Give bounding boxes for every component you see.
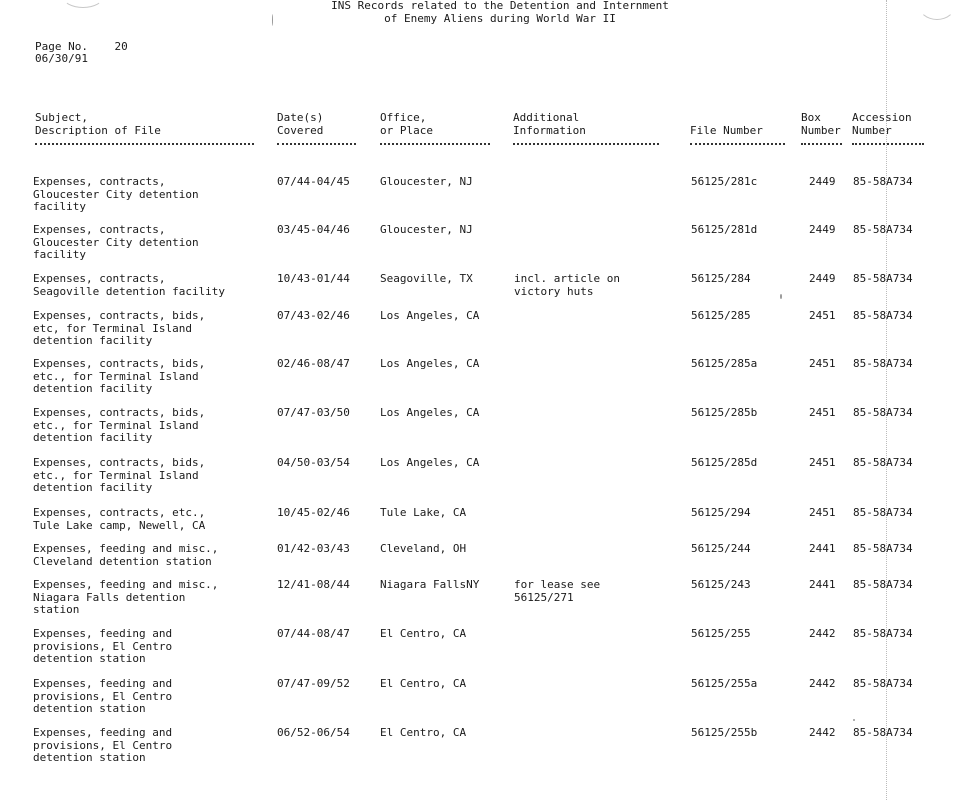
- cell-dates: 10/43-01/44: [277, 272, 350, 285]
- header-underline-office: [380, 143, 490, 145]
- cell-box: 2451: [809, 456, 836, 469]
- cell-office: Los Angeles, CA: [380, 309, 480, 322]
- cell-dates: 07/47-09/52: [277, 677, 350, 690]
- cell-file: 56125/281c: [691, 175, 758, 188]
- cell-dates: 07/47-03/50: [277, 406, 350, 419]
- cell-dates: 02/46-08/47: [277, 357, 350, 370]
- cell-subject: Expenses, feeding and misc., Niagara Falls detention station: [33, 578, 219, 616]
- header-underline-dates: [277, 143, 356, 145]
- cell-file: 56125/285d: [691, 456, 758, 469]
- cell-accession: 85-58A734: [853, 506, 913, 519]
- cell-office: El Centro, CA: [380, 677, 467, 690]
- cell-box: 2451: [809, 506, 836, 519]
- cell-box: 2442: [809, 726, 836, 739]
- cell-file: 56125/285a: [691, 357, 758, 370]
- cell-file: 56125/255b: [691, 726, 758, 739]
- cell-box: 2449: [809, 223, 836, 236]
- cell-dates: 07/44-04/45: [277, 175, 350, 188]
- cell-office: Gloucester, NJ: [380, 175, 473, 188]
- cell-dates: 04/50-03/54: [277, 456, 350, 469]
- cell-office: Los Angeles, CA: [380, 357, 480, 370]
- cell-office: Tule Lake, CA: [380, 506, 467, 519]
- header-underline-box: [801, 143, 842, 145]
- cell-accession: 85-58A734: [853, 272, 913, 285]
- title-line-1: INS Records related to the Detention and Internment: [331, 0, 669, 12]
- cell-subject: Expenses, feeding and provisions, El Centro detention station: [33, 726, 173, 764]
- cell-office: El Centro, CA: [380, 627, 467, 640]
- page-label: Page No.: [35, 40, 88, 53]
- header-office: Office, or Place: [380, 111, 433, 137]
- cell-box: 2449: [809, 272, 836, 285]
- cell-file: 56125/281d: [691, 223, 758, 236]
- cell-dates: 07/43-02/46: [277, 309, 350, 322]
- scan-speck: [272, 14, 273, 26]
- cell-box: 2441: [809, 542, 836, 555]
- cell-dates: 03/45-04/46: [277, 223, 350, 236]
- cell-info: for lease see 56125/271: [514, 578, 601, 604]
- cell-accession: 85-58A734: [853, 542, 913, 555]
- header-subject: Subject, Description of File: [35, 111, 161, 137]
- header-box: Box Number: [801, 111, 841, 137]
- cell-subject: Expenses, feeding and misc., Cleveland detention station: [33, 542, 219, 568]
- cell-file: 56125/294: [691, 506, 751, 519]
- cell-accession: 85-58A734: [853, 677, 913, 690]
- cell-accession: 85-58A734: [853, 406, 913, 419]
- header-dates: Date(s) Covered: [277, 111, 324, 137]
- cell-box: 2451: [809, 357, 836, 370]
- header-underline-accession: [852, 143, 924, 145]
- cell-subject: Expenses, contracts, bids, etc., for Terminal Island detention facility: [33, 406, 206, 444]
- cell-box: 2442: [809, 627, 836, 640]
- cell-subject: Expenses, feeding and provisions, El Centro detention station: [33, 627, 173, 665]
- header-info: Additional Information: [513, 111, 586, 137]
- cell-dates: 06/52-06/54: [277, 726, 350, 739]
- cell-accession: 85-58A734: [853, 456, 913, 469]
- cell-office: Cleveland, OH: [380, 542, 467, 555]
- cell-dates: 12/41-08/44: [277, 578, 350, 591]
- cell-file: 56125/285: [691, 309, 751, 322]
- cell-box: 2441: [809, 578, 836, 591]
- cell-accession: 85-58A734: [853, 627, 913, 640]
- cell-dates: 01/42-03/43: [277, 542, 350, 555]
- cell-accession: 85-58A734: [853, 578, 913, 591]
- cell-office: Seagoville, TX: [380, 272, 473, 285]
- scan-speck: [780, 294, 782, 299]
- cell-subject: Expenses, feeding and provisions, El Centro detention station: [33, 677, 173, 715]
- cell-file: 56125/285b: [691, 406, 758, 419]
- cell-subject: Expenses, contracts, Gloucester City detention facility: [33, 223, 199, 261]
- cell-subject: Expenses, contracts, bids, etc, for Terminal Island detention facility: [33, 309, 206, 347]
- cell-subject: Expenses, contracts, Seagoville detention facility: [33, 272, 226, 298]
- scan-speck: [853, 719, 855, 721]
- report-date: 06/30/91: [35, 52, 88, 65]
- title-line-2: of Enemy Aliens during World War II: [384, 11, 616, 25]
- cell-accession: 85-58A734: [853, 175, 913, 188]
- cell-subject: Expenses, contracts, etc., Tule Lake camp, Newell, CA: [33, 506, 206, 532]
- header-underline-subject: [35, 143, 254, 145]
- cell-subject: Expenses, contracts, Gloucester City detention facility: [33, 175, 199, 213]
- header-underline-info: [513, 143, 659, 145]
- cell-file: 56125/244: [691, 542, 751, 555]
- cell-dates: 10/45-02/46: [277, 506, 350, 519]
- cell-file: 56125/243: [691, 578, 751, 591]
- cell-box: 2451: [809, 309, 836, 322]
- cell-subject: Expenses, contracts, bids, etc., for Terminal Island detention facility: [33, 456, 206, 494]
- cell-box: 2442: [809, 677, 836, 690]
- cell-file: 56125/255: [691, 627, 751, 640]
- cell-accession: 85-58A734: [853, 223, 913, 236]
- cell-accession: 85-58A734: [853, 309, 913, 322]
- cell-subject: Expenses, contracts, bids, etc., for Terminal Island detention facility: [33, 357, 206, 395]
- header-file: File Number: [690, 123, 763, 137]
- cell-office: Niagara FallsNY: [380, 578, 480, 591]
- cell-office: Los Angeles, CA: [380, 406, 480, 419]
- header-accession: Accession Number: [852, 111, 912, 137]
- cell-file: 56125/255a: [691, 677, 758, 690]
- cell-office: Gloucester, NJ: [380, 223, 473, 236]
- cell-info: incl. article on victory huts: [514, 272, 620, 298]
- cell-office: Los Angeles, CA: [380, 456, 480, 469]
- cell-office: El Centro, CA: [380, 726, 467, 739]
- document-title: [0, 0, 967, 25]
- cell-file: 56125/284: [691, 272, 751, 285]
- cell-dates: 07/44-08/47: [277, 627, 350, 640]
- header-underline-file: [690, 143, 785, 145]
- cell-box: 2451: [809, 406, 836, 419]
- cell-box: 2449: [809, 175, 836, 188]
- page-number: 20: [114, 40, 128, 53]
- cell-accession: 85-58A734: [853, 357, 913, 370]
- cell-accession: 85-58A734: [853, 726, 913, 739]
